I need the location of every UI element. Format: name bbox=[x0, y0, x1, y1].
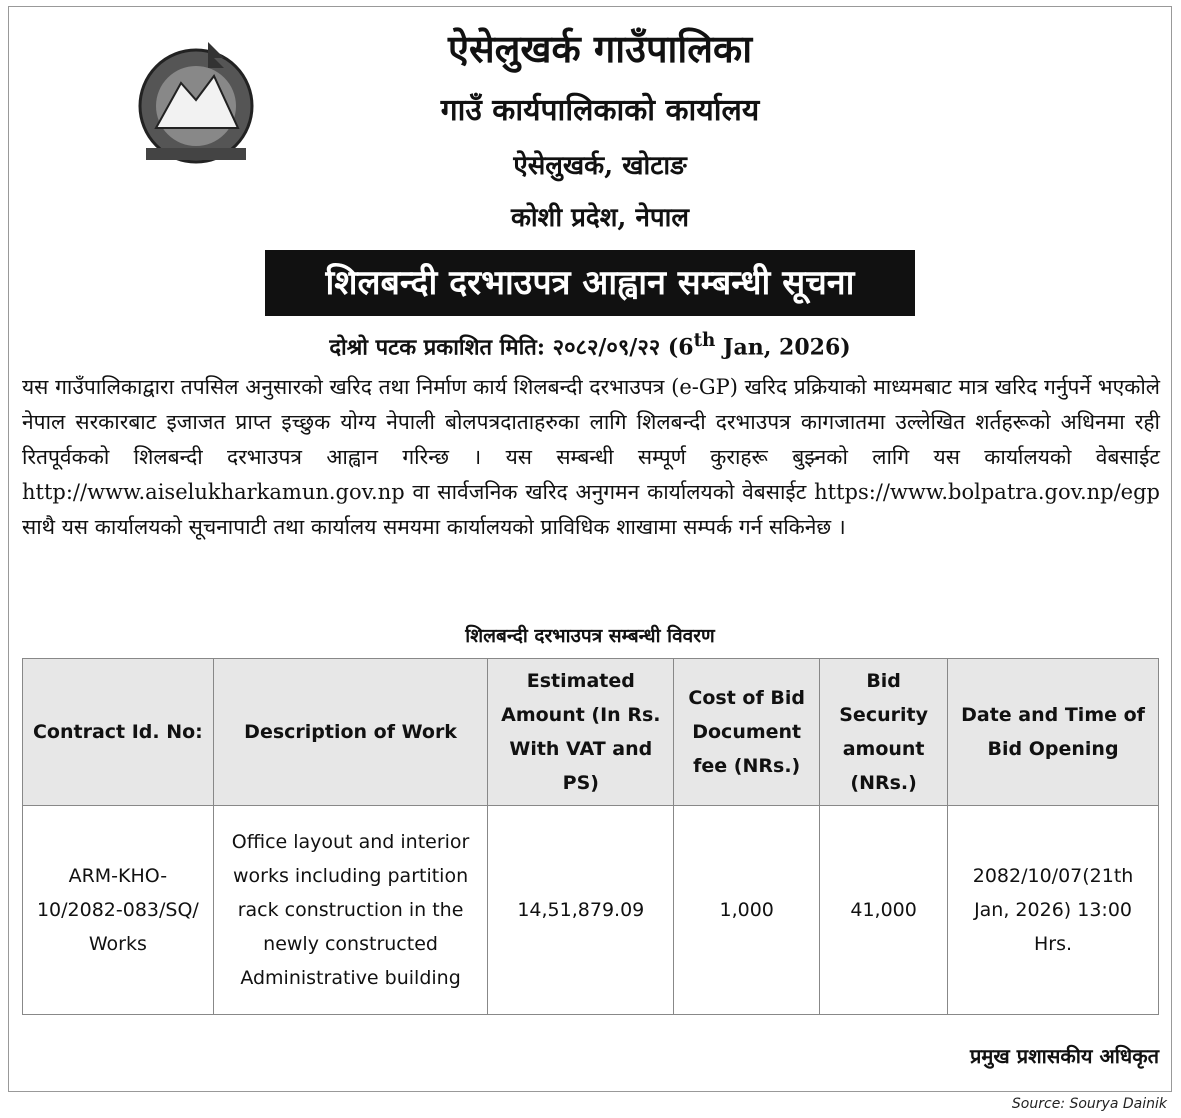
cell-opening: 2082/10/07(21th Jan, 2026) 13:00 Hrs. bbox=[948, 806, 1159, 1015]
header-estimated-amount: Estimated Amount (In Rs. With VAT and PS) bbox=[488, 659, 674, 806]
source-credit: Source: Sourya Dainik bbox=[1011, 1096, 1167, 1112]
table-heading: शिलबन्दी दरभाउपत्र सम्बन्धी विवरण bbox=[465, 625, 715, 647]
notice-title: शिलबन्दी दरभाउपत्र आह्वान सम्बन्धी सूचना bbox=[265, 250, 915, 316]
header-bid-security: Bid Security amount (NRs.) bbox=[820, 659, 948, 806]
header-description: Description of Work bbox=[213, 659, 488, 806]
cell-estimated-amount: 14,51,879.09 bbox=[488, 806, 674, 1015]
notice-body: यस गाउँपालिकाद्वारा तपसिल अनुसारको खरिद तथा निर्माण कार्य शिलबन्दी दरभाउपत्र (e-GP) खरिद प्रक्रियाको माध्यमबाट मात्र खरिद गर्नुपर्ने भएकोले नेपाल सरकारबाट इजाजत प्राप्त इच्छुक योग्य नेपाली बोलपत्रदाताहरुका लागि शिलबन्दी दरभाउपत्र कागजातमा उल्लेखित शर्तहरूको अधिनमा रही रितपूर्वकको शिलबन्दी दरभाउपत्र आह्वान गरिन्छ । यस सम्बन्धी सम्पूर्ण कुराहरू बुझ्नको लागि यस कार्यालयको वेबसाईट http://www.aiselukharkamun.gov.np वा सार्वजनिक खरिद अनुगमन कार्यालयको वेबसाईट https://www.bolpatra.gov.np/egp साथै यस कार्यालयको सूचनापाटी तथा कार्यालय समयमा कार्यालयको प्राविधिक शाखामा सम्पर्क गर्न सकिनेछ । bbox=[22, 375, 1160, 539]
pub-date-prefix: दोश्रो पटक प्रकाशित मिति: २०८२/०९/२२ (6 bbox=[329, 334, 694, 361]
office-name: गाउँ कार्यपालिकाको कार्यालय bbox=[440, 93, 760, 128]
table-row bbox=[23, 806, 1159, 1015]
table-header-row bbox=[23, 659, 1159, 806]
publication-date bbox=[120, 330, 1060, 361]
cell-description: Office layout and interior works including partition rack construction in the newly constructed Administrative building bbox=[213, 806, 488, 1015]
cell-bid-security: 41,000 bbox=[820, 806, 948, 1015]
signatory: प्रमुख प्रशासकीय अधिकृत bbox=[970, 1044, 1159, 1068]
header-bid-doc-fee: Cost of Bid Document fee (NRs.) bbox=[674, 659, 820, 806]
cell-bid-doc-fee: 1,000 bbox=[674, 806, 820, 1015]
province-line: कोशी प्रदेश, नेपाल bbox=[510, 203, 690, 233]
header-contract-id: Contract Id. No: bbox=[23, 659, 214, 806]
municipality-name: ऐसेलुखर्क गाउँपालिका bbox=[447, 26, 753, 71]
pub-date-sup: th bbox=[693, 330, 716, 351]
cell-contract-id: ARM-KHO-10/2082-083/SQ/ Works bbox=[23, 806, 214, 1015]
bid-details-table bbox=[22, 658, 1159, 1015]
pub-date-suffix: Jan, 2026) bbox=[715, 334, 851, 361]
office-address: ऐसेलुखर्क, खोटाङ bbox=[513, 151, 687, 181]
header-opening: Date and Time of Bid Opening bbox=[948, 659, 1159, 806]
